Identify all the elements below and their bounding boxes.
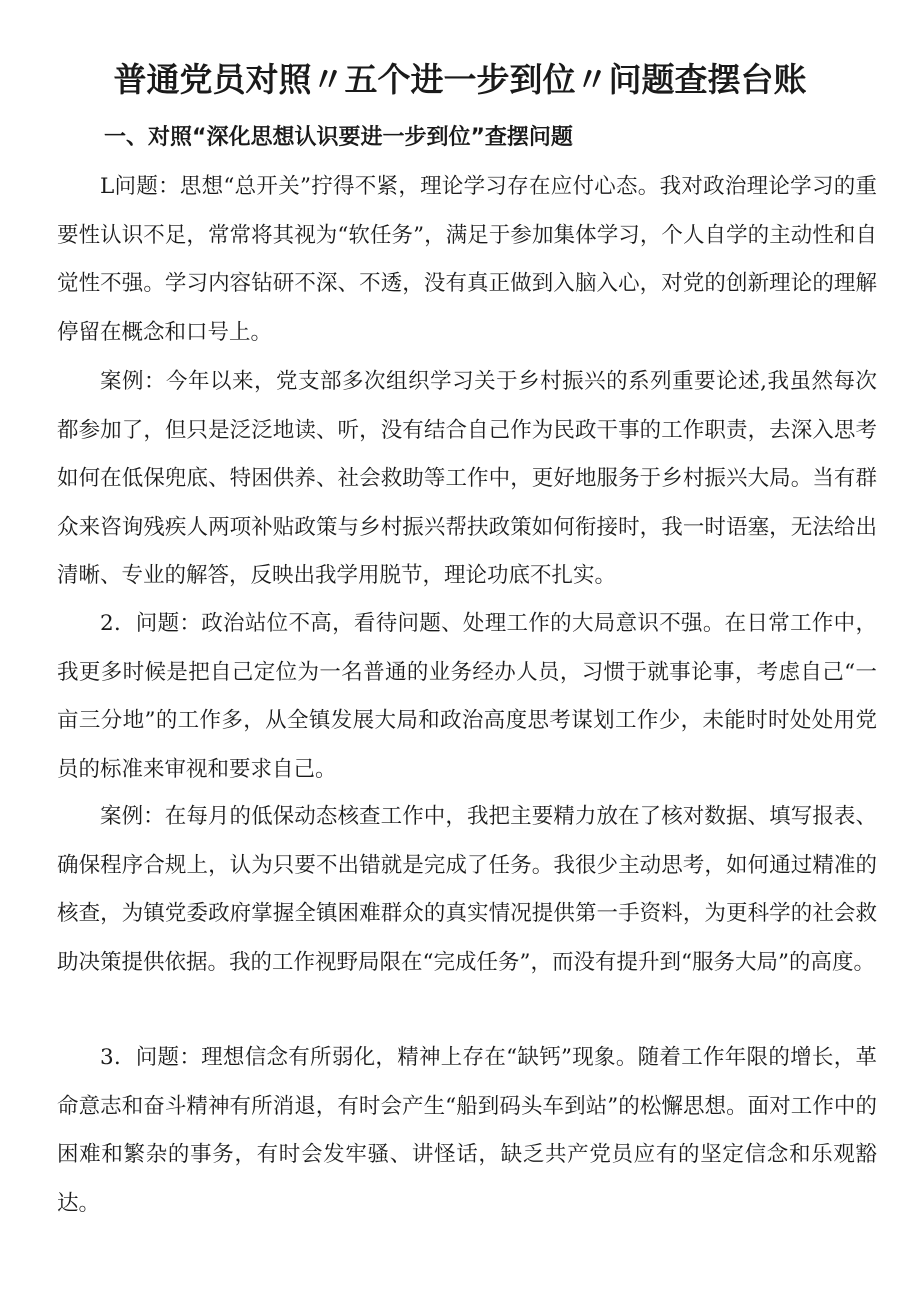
paragraph-case-1: 案例：今年以来，党支部多次组织学习关于乡村振兴的系列重要论述,我虽然每次都参加了，但只是泛泛地读、听，没有结合自己作为民政干事的工作职责，去深入思考如何在低保兜底、特困供养、社会救助等工作中，更好地服务于乡村振兴大局。当有群众来咨询残疾人两项补贴政策与乡村振兴帮扶政策如何衔接时，我一时语塞，无法给出清晰、专业的解答，反映出我学用脱节，理论功底不扎实。 xyxy=(57,369,877,588)
paragraph-case-2: 案例：在每月的低保动态核查工作中，我把主要精力放在了核对数据、填写报表、确保程序合规上，认为只要不出错就是完成了任务。我很少主动思考，如何通过精准的核查，为镇党委政府掌握全镇困难群众的真实情况提供第一手资料，为更科学的社会救助决策提供依据。我的工作视野局限在“完成任务”，而没有提升到“服务大局”的高度。 xyxy=(57,804,877,975)
section-heading: 一、对照“深化思想认识要进一步到位”查摆问题 xyxy=(104,125,573,150)
paragraph-issue-1: L问题：思想“总开关”拧得不紧，理论学习存在应付心态。我对政治理论学习的重要性认识不足，常常将其视为“软任务”，满足于参加集体学习，个人自学的主动性和自觉性不强。学习内容钻研不深、不透，没有真正做到入脑入心，对党的创新理论的理解停留在概念和口号上。 xyxy=(57,174,877,345)
document-title: 普通党员对照〃五个进一步到位〃问题查摆台账 xyxy=(113,60,807,99)
paragraph-issue-2: 2．问题：政治站位不高，看待问题、处理工作的大局意识不强。在日常工作中，我更多时候是把自己定位为一名普通的业务经办人员，习惯于就事论事，考虑自己“一亩三分地”的工作多，从全镇发展大局和政治高度思考谋划工作少，未能时时处处用党员的标准来审视和要求自己。 xyxy=(57,611,877,782)
paragraph-issue-3: 3．问题：理想信念有所弱化，精神上存在“缺钙”现象。随着工作年限的增长，革命意志和奋斗精神有所消退，有时会产生“船到码头车到站”的松懈思想。面对工作中的困难和繁杂的事务，有时会发牢骚、讲怪话，缺乏共产党员应有的坚定信念和乐观豁达。 xyxy=(57,1045,877,1216)
